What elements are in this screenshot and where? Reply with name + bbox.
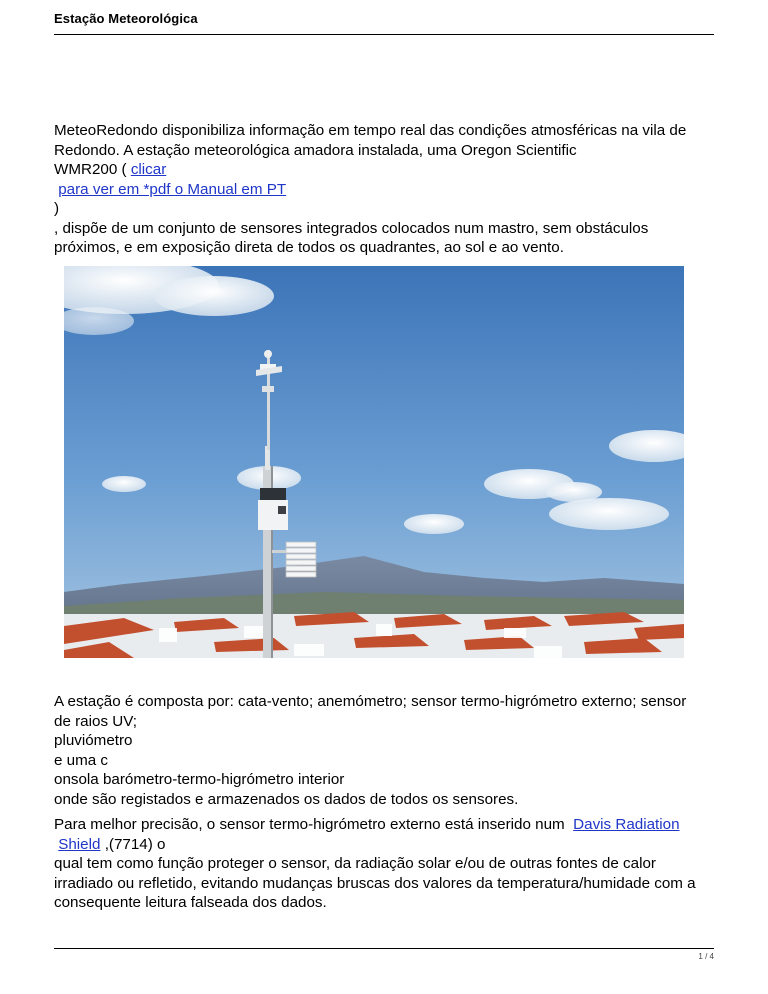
page-number: 1 / 4 bbox=[698, 952, 714, 961]
weather-station-illustration bbox=[64, 266, 684, 658]
shield-line-2-right: ,(7714) o bbox=[104, 835, 166, 853]
components-line-5: onsola barómetro-termo-higrómetro interior bbox=[54, 771, 345, 788]
intro-line-1: MeteoRedondo disponibiliza informação em tempo real das condições atmosféricas na vila de bbox=[54, 122, 687, 139]
intro-line-2 bbox=[54, 141, 714, 161]
components-line-3: pluviómetro bbox=[54, 732, 133, 749]
shield-paragraph bbox=[54, 815, 714, 913]
intro-line-2-left: Redondo. A estação meteorológica amadora instalada, uma bbox=[54, 141, 457, 159]
footer-divider bbox=[54, 948, 714, 949]
davis-radiation-link[interactable]: Davis Radiation bbox=[573, 816, 680, 833]
intro-line-3-left: WMR200 bbox=[54, 161, 118, 178]
shield-line-1-text: Para melhor precisão, o sensor termo-higrómetro externo está inserido num bbox=[54, 816, 565, 833]
open-paren: ( bbox=[121, 161, 131, 178]
components-line-1: A estação é composta por: cata-vento; anemómetro; sensor termo-higrómetro externo; sensor bbox=[54, 693, 687, 710]
page-header-title: Estação Meteorológica bbox=[54, 11, 198, 26]
intro-line-5: ) bbox=[54, 200, 60, 217]
shield-line-4: irradiado ou refletido, evitando mudanças bruscas dos valores da temperatura/humidade com a bbox=[54, 874, 696, 892]
intro-line-7: próximos, e em exposição direta de todos os quadrantes, ao sol e ao vento. bbox=[54, 239, 564, 256]
weather-station-photo bbox=[64, 266, 684, 658]
intro-line-4 bbox=[54, 180, 714, 200]
clicar-link[interactable]: clicar bbox=[130, 161, 167, 178]
shield-line-2-left bbox=[54, 836, 100, 853]
intro-paragraph bbox=[54, 121, 714, 258]
shield-line-1 bbox=[54, 815, 714, 835]
intro-line-3 bbox=[54, 160, 714, 180]
intro-line-6: , dispõe de um conjunto de sensores integrados colocados num mastro, sem obstáculos bbox=[54, 219, 649, 237]
intro-line-3-right bbox=[122, 161, 167, 178]
components-paragraph bbox=[54, 692, 714, 809]
manual-pdf-link[interactable]: para ver em *pdf o Manual em PT bbox=[58, 180, 287, 198]
shield-line-3: qual tem como função proteger o sensor, da radiação solar e/ou de outras fontes de calor bbox=[54, 855, 656, 872]
shield-link[interactable]: Shield bbox=[58, 835, 101, 853]
shield-line-5: consequente leitura falseada dos dados. bbox=[54, 894, 327, 911]
intro-line-2-right: Oregon Scientific bbox=[460, 141, 577, 159]
header-divider bbox=[54, 34, 714, 35]
shield-line-2 bbox=[54, 835, 714, 855]
components-line-6: onde são registados e armazenados os dados de todos os sensores. bbox=[54, 790, 519, 808]
components-line-4: e uma c bbox=[54, 751, 109, 769]
components-line-2: de raios UV; bbox=[54, 712, 138, 730]
